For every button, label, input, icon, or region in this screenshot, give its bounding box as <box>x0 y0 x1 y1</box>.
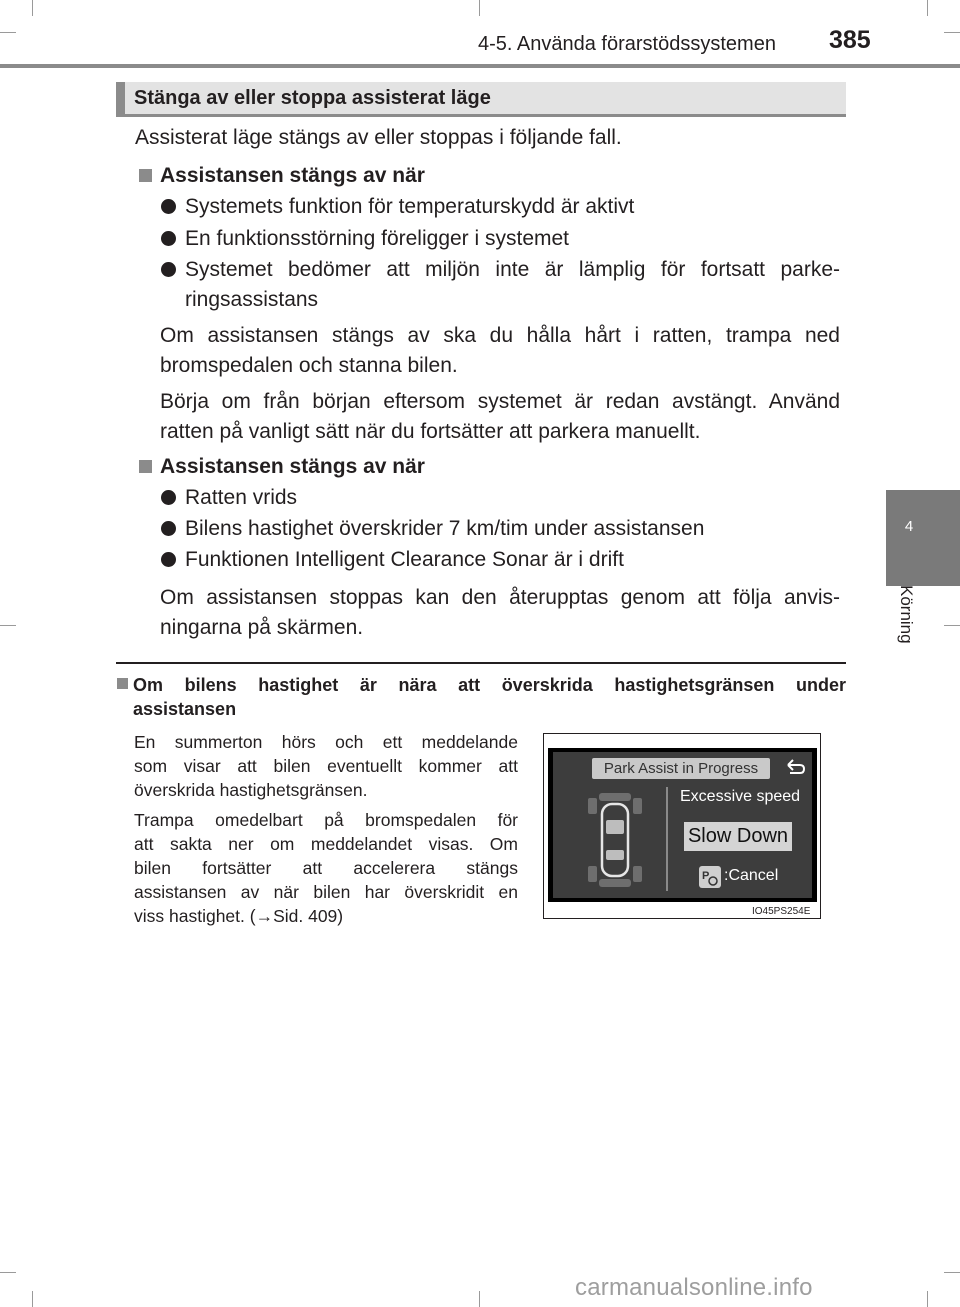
note-paragraph: Trampa omedelbart på bromspedalen för <box>134 810 518 830</box>
svg-text:P: P <box>702 870 710 882</box>
note-divider <box>116 662 846 664</box>
block2-bullet: Ratten vrids <box>185 486 298 509</box>
section-title-bar <box>116 82 846 117</box>
block2-bullet: Bilens hastighet överskrider 7 km/tim under assistansen <box>185 517 705 540</box>
block1-paragraph: Om assistansen stängs av ska du hålla hårt i ratten, trampa ned <box>160 324 840 347</box>
park-assist-banner: Park Assist in Progress <box>592 758 770 779</box>
block1-bullet-cont: ringsassistans <box>185 288 319 311</box>
block2-paragraph: Om assistansen stoppas kan den återupptas genom att följa anvis- <box>160 586 840 609</box>
crop-mark <box>927 1291 928 1307</box>
block2-bullet: Funktionen Intelligent Clearance Sonar är i drift <box>185 548 624 571</box>
block2-heading: Assistansen stängs av när <box>160 455 425 478</box>
block1-heading: Assistansen stängs av när <box>160 164 425 187</box>
note-paragraph: överskrida hastighetsgränsen. <box>134 780 368 800</box>
square-bullet-icon <box>139 169 152 182</box>
block2-paragraph: ningarna på skärmen. <box>160 616 364 639</box>
return-icon <box>784 757 806 777</box>
header-rule <box>0 64 960 68</box>
block1-paragraph: ratten på vanligt sätt när du fortsätter att parkera manuellt. <box>160 420 701 443</box>
page-number: 385 <box>829 26 871 54</box>
bullet-dot-icon <box>161 231 176 246</box>
crop-mark <box>0 32 16 33</box>
bullet-dot-icon <box>161 521 176 536</box>
cancel-label: :Cancel <box>724 867 779 884</box>
slow-down-message: Slow Down <box>684 822 792 851</box>
note-paragraph: som visar att bilen eventuellt kommer att <box>134 756 518 776</box>
chapter-number: 4 <box>904 518 914 535</box>
note-heading-cont: assistansen <box>133 699 237 719</box>
parking-assist-switch-icon <box>699 866 721 888</box>
note-paragraph: assistansen av när bilen har överskridit en <box>134 882 518 902</box>
bullet-dot-icon <box>161 552 176 567</box>
car-sensor-icon <box>582 790 648 890</box>
intro-text: Assisterat läge stängs av eller stoppas i följande fall. <box>135 126 622 149</box>
crop-mark <box>0 625 16 626</box>
figure-code: IO45PS254E <box>752 906 811 917</box>
chapter-tab <box>886 490 960 586</box>
crop-mark <box>479 0 480 16</box>
note-paragraph: En summerton hörs och ett meddelande <box>134 732 518 752</box>
block1-paragraph: bromspedalen och stanna bilen. <box>160 354 458 377</box>
crop-mark <box>944 1272 960 1273</box>
crop-mark <box>927 0 928 16</box>
watermark: carmanualsonline.info <box>575 1274 813 1301</box>
block1-paragraph: Börja om från början eftersom systemet är redan avstängt. Använd <box>160 390 840 413</box>
bullet-dot-icon <box>161 490 176 505</box>
section-title: Stänga av eller stoppa assisterat läge <box>134 87 491 109</box>
display-divider <box>666 787 668 891</box>
note-paragraph: att sakta ner om meddelandet visas. Om <box>134 834 518 854</box>
running-header: 4-5. Använda förarstödssystemen <box>478 33 776 55</box>
crop-mark <box>0 1272 16 1273</box>
block1-bullet: Systemet bedömer att miljön inte är lämplig för fortsatt parke- <box>185 258 840 281</box>
square-bullet-icon <box>117 678 128 689</box>
note-heading: Om bilens hastighet är nära att överskrida hastighetsgränsen under <box>133 675 846 695</box>
excessive-speed-message: Excessive speed <box>680 788 801 805</box>
chapter-title: Körning <box>897 585 916 644</box>
note-paragraph: bilen fortsätter att accelerera stängs <box>134 858 518 878</box>
block1-bullet: En funktionsstörning föreligger i systemet <box>185 227 570 250</box>
square-bullet-icon <box>139 460 152 473</box>
crop-mark <box>479 1291 480 1307</box>
crop-mark <box>32 0 33 16</box>
section-bar-accent <box>116 82 125 114</box>
note-paragraph: viss hastighet. (→Sid. 409) <box>134 906 344 926</box>
block1-bullet: Systemets funktion för temperaturskydd är aktivt <box>185 195 635 218</box>
crop-mark <box>944 32 960 33</box>
crop-mark <box>944 625 960 626</box>
crop-mark <box>32 1291 33 1307</box>
bullet-dot-icon <box>161 262 176 277</box>
bullet-dot-icon <box>161 199 176 214</box>
